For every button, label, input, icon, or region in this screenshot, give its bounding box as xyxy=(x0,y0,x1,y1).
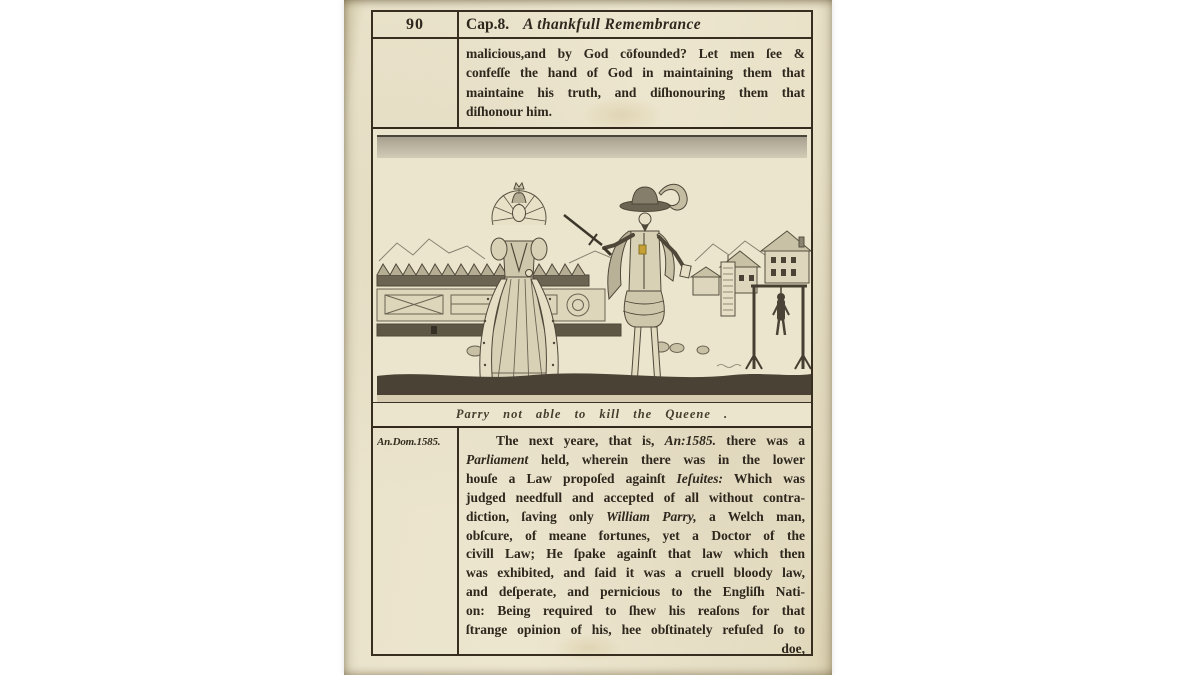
engraving-scene xyxy=(373,129,811,402)
text-line: The next yeare, that is, An:1585. there was a xyxy=(496,433,805,448)
intro-paragraph xyxy=(459,39,811,127)
engraving xyxy=(373,127,811,428)
text-line: and deſperate, and pernicious to the Engliſh Nati- xyxy=(466,584,805,600)
sky-band xyxy=(377,137,807,158)
intro-margin xyxy=(373,39,459,127)
body-margin xyxy=(373,428,459,654)
running-header xyxy=(373,12,811,39)
page-frame xyxy=(371,10,813,656)
text-line: on: Being required to ſhew his reaſons for that xyxy=(466,603,805,619)
page-number: 90 xyxy=(406,15,424,33)
body-paragraph xyxy=(459,428,811,654)
body-section xyxy=(373,428,811,654)
parry-head xyxy=(639,213,651,225)
text-line: houſe a Law propoſed againſt Ieſuites: Which was xyxy=(466,470,805,486)
text-line: malicious,and by God cōfounded? Let men ſee & xyxy=(466,46,805,61)
text-line: diction, ſaving only William Parry, a Welch man, xyxy=(466,508,805,524)
text-line: confeſſe the hand of God in maintaining them that xyxy=(466,65,805,81)
parry-doublet xyxy=(629,231,661,291)
book-page-scan xyxy=(344,0,832,675)
chapter-title: A thankfull Remembrance xyxy=(523,15,702,33)
chapter-label: Cap.8. xyxy=(466,15,510,33)
intro-section xyxy=(373,39,811,127)
ground xyxy=(377,373,811,397)
text-line: was exhibited, and ſaid it was a cruell bloody law, xyxy=(466,565,805,581)
text-line: judged needfull and accepted of all without contra- xyxy=(466,489,805,505)
text-line: doe, xyxy=(781,640,805,654)
text-line: diſhonour him. xyxy=(466,104,553,120)
text-line: Parliament held, wherein there was in the lower xyxy=(466,451,805,467)
gold-badge xyxy=(639,245,646,254)
parry-breeches xyxy=(624,291,664,327)
margin-note: An.Dom.1585. xyxy=(377,436,441,448)
header-title-cell xyxy=(459,16,811,34)
foreground-strip xyxy=(377,395,811,402)
engraving-top-rule xyxy=(377,135,807,137)
text-line: obſcure, of meane fortunes, yet a Doctor of the xyxy=(466,527,805,543)
paper-in-hand xyxy=(680,264,691,278)
page-number-cell xyxy=(373,12,459,37)
text-line: maintaine his truth, and diſhonouring them that xyxy=(466,84,805,100)
text-line: civill Law; He ſpake againſt that law which then xyxy=(466,546,805,562)
engraving-caption: Parry not able to kill the Queene . xyxy=(373,402,811,426)
proclamation-banner xyxy=(721,255,735,316)
text-line: ſtrange opinion of his, hee obſtinately refuſed ſo to xyxy=(466,622,805,638)
